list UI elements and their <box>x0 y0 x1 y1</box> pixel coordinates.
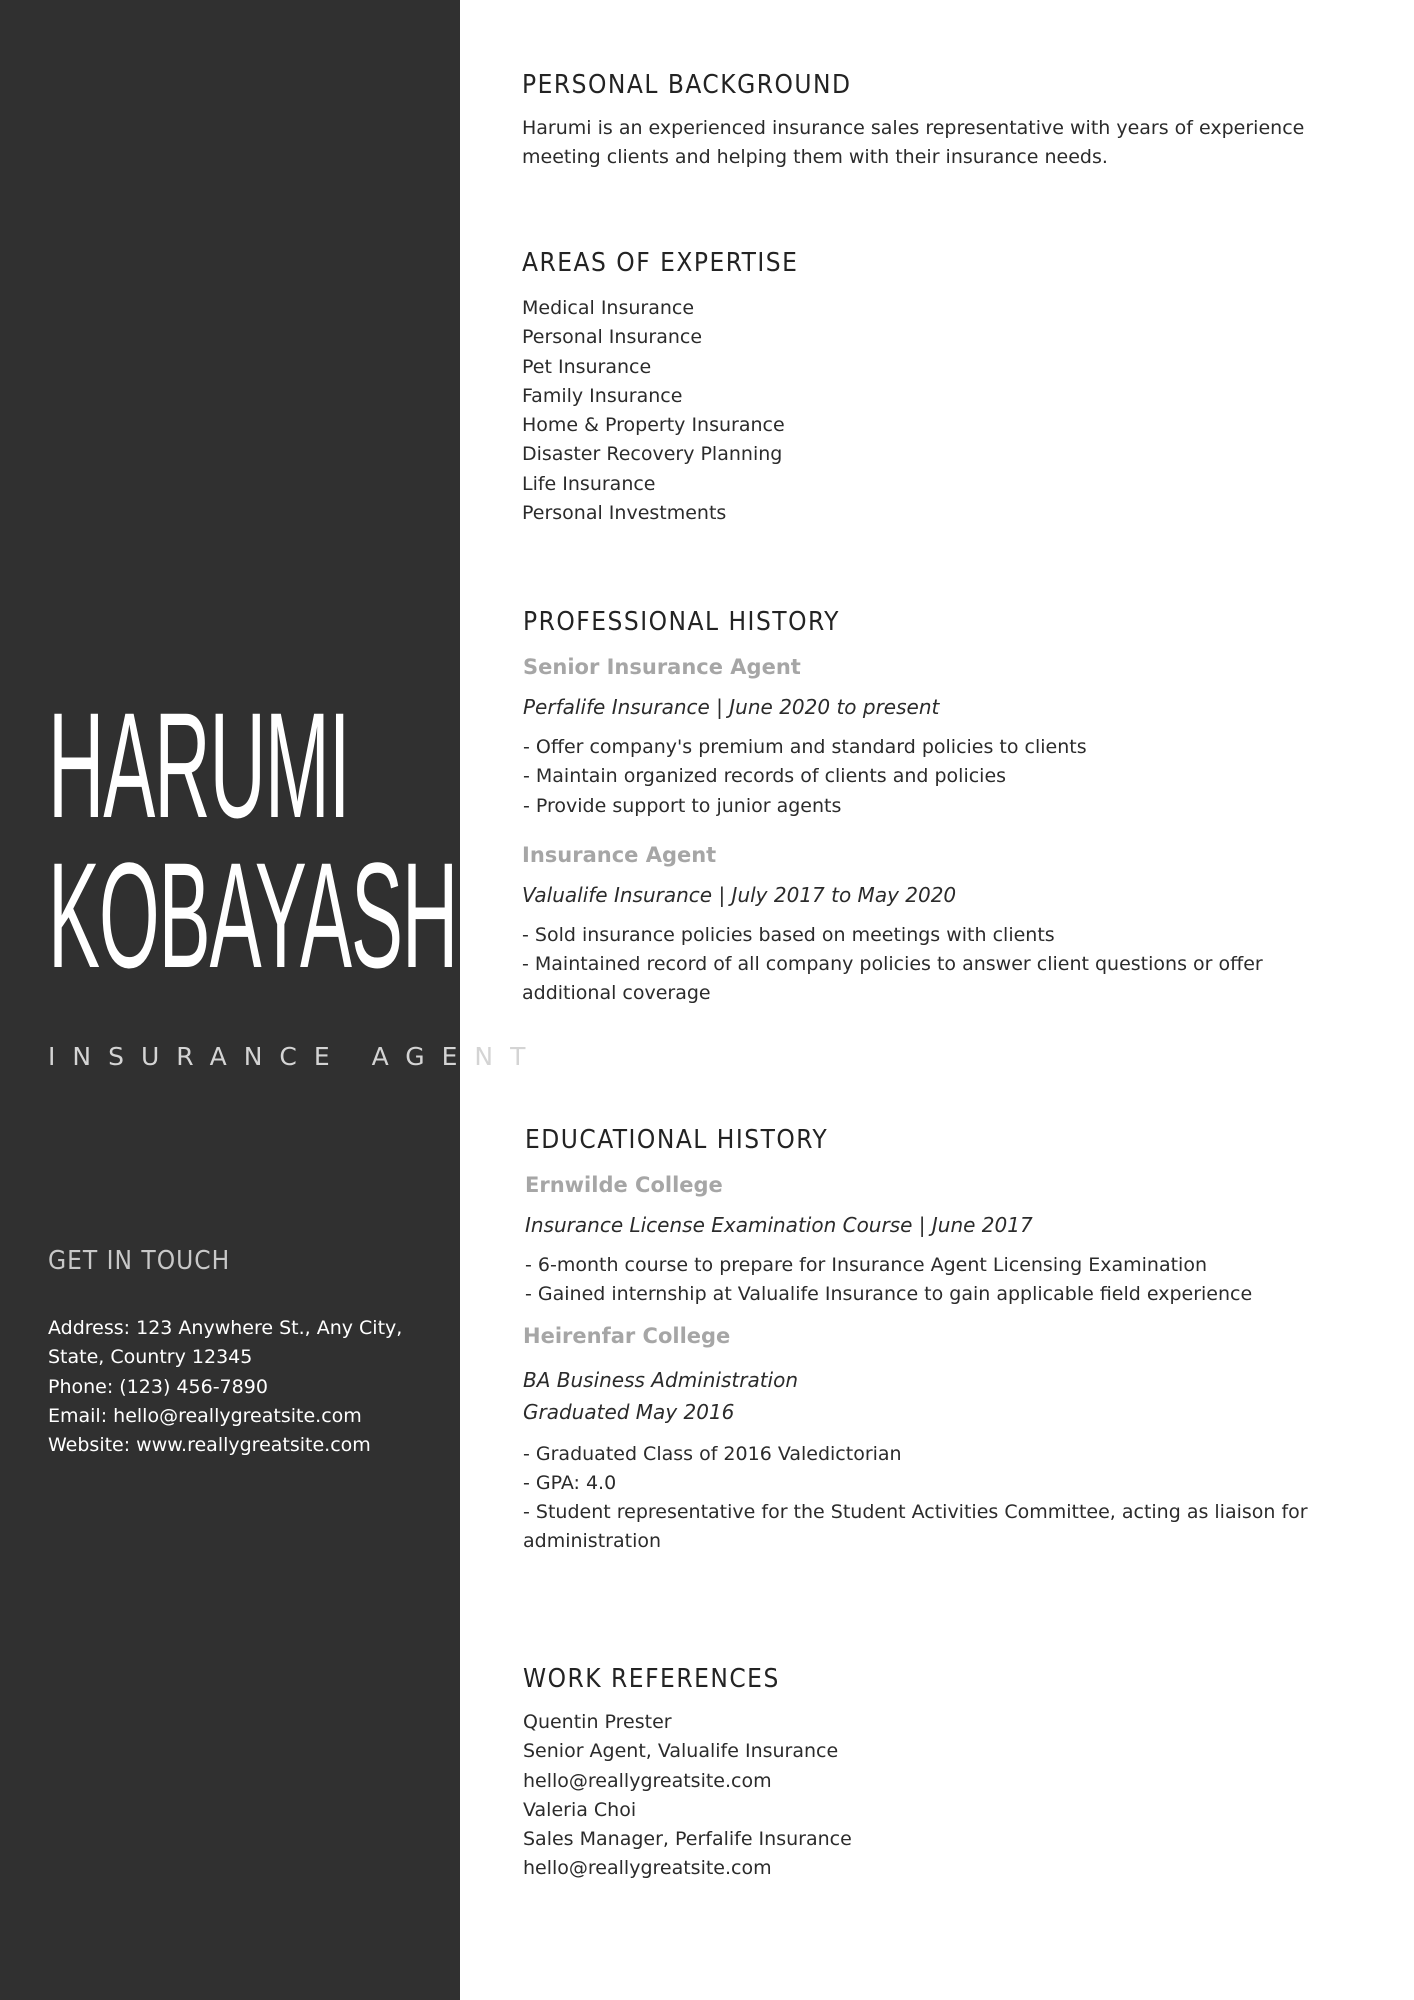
contact-address-line1: Address: 123 Anywhere St., Any City, <box>48 1317 403 1339</box>
section-heading: WORK REFERENCES <box>523 1664 780 1694</box>
list-item: - Offer company's premium and standard policies to clients <box>523 736 1087 758</box>
list-item: - Graduated Class of 2016 Valedictorian <box>523 1442 902 1465</box>
school-entry <box>523 1324 1365 1557</box>
section-educational-history <box>525 1125 1365 1557</box>
school-program: Insurance License Examination Course | June 2017 <box>525 1213 1033 1237</box>
school-details <box>523 1440 1365 1557</box>
school-name: Ernwilde College <box>525 1173 723 1197</box>
reference-line: Quentin Prester <box>523 1711 672 1733</box>
sidebar <box>0 0 543 2000</box>
last-name: KOBAYASHI <box>48 831 478 999</box>
job-duties <box>522 921 1363 1009</box>
reference-line: Valeria Choi <box>523 1798 637 1821</box>
list-item: - GPA: 4.0 <box>523 1471 617 1494</box>
list-item: additional coverage <box>522 982 711 1005</box>
job-title: INSURANCE AGENT <box>48 1042 543 1071</box>
reference-line: Senior Agent, Valualife Insurance <box>523 1740 839 1763</box>
reference-line: hello@reallygreatsite.com <box>523 1857 772 1880</box>
job-entry <box>523 655 1363 821</box>
list-item: - 6-month course to prepare for Insurance Agent Licensing Examination <box>525 1254 1208 1276</box>
list-item: Disaster Recovery Planning <box>522 443 783 466</box>
job-company: Perfalife Insurance | June 2020 to present <box>523 695 940 719</box>
list-item: Pet Insurance <box>522 355 652 378</box>
full-name <box>48 681 478 999</box>
job-company: Valualife Insurance | July 2017 to May 2020 <box>522 882 957 907</box>
contact-details <box>48 1314 448 1460</box>
contact-email: Email: hello@reallygreatsite.com <box>48 1404 362 1427</box>
job-role: Insurance Agent <box>522 842 717 867</box>
list-item: - Sold insurance policies based on meetings with clients <box>522 923 1055 946</box>
background-text: Harumi is an experienced insurance sales representative with years of experience meeting clients and helping them with their insurance needs. <box>522 117 1305 169</box>
first-name: HARUMI <box>48 681 350 849</box>
job-duties <box>523 733 1363 821</box>
school-program-line2: Graduated May 2016 <box>523 1399 735 1424</box>
expertise-list <box>522 294 1362 528</box>
list-item: Personal Investments <box>522 502 727 525</box>
job-entry <box>522 843 1363 1009</box>
contact-phone: Phone: (123) 456-7890 <box>48 1375 268 1398</box>
section-heading: PROFESSIONAL HISTORY <box>523 607 840 637</box>
school-program-line1: BA Business Administration <box>523 1367 799 1392</box>
section-personal-background <box>522 70 1362 173</box>
job-role: Senior Insurance Agent <box>523 655 801 679</box>
reference-line: Sales Manager, Perfalife Insurance <box>523 1828 852 1851</box>
list-item: administration <box>523 1530 662 1553</box>
section-expertise <box>522 248 1362 528</box>
list-item: - Maintained record of all company policies to answer client questions or offer <box>522 953 1263 976</box>
list-item: Medical Insurance <box>522 297 695 319</box>
school-entry <box>525 1173 1365 1310</box>
list-item: - Gained internship at Valualife Insurance to gain applicable field experience <box>525 1283 1253 1306</box>
list-item: - Student representative for the Student Activities Committee, acting as liaison for <box>523 1501 1308 1524</box>
contact-address-line2: State, Country 12345 <box>48 1346 253 1369</box>
list-item: Life Insurance <box>522 472 656 495</box>
list-item: Home & Property Insurance <box>522 414 785 437</box>
list-item: Personal Insurance <box>522 326 703 349</box>
list-item: - Provide support to junior agents <box>523 794 842 817</box>
section-work-references <box>523 1664 1363 1884</box>
section-heading: EDUCATIONAL HISTORY <box>525 1125 829 1155</box>
list-item: Family Insurance <box>522 384 683 407</box>
school-program <box>523 1364 1365 1428</box>
contact-website: Website: www.reallygreatsite.com <box>48 1434 371 1457</box>
section-heading: PERSONAL BACKGROUND <box>522 70 852 100</box>
section-heading: AREAS OF EXPERTISE <box>522 248 799 278</box>
list-item: - Maintain organized records of clients and policies <box>523 765 1007 788</box>
contact-heading: GET IN TOUCH <box>48 1246 231 1276</box>
school-name: Heirenfar College <box>523 1323 731 1348</box>
section-professional-history <box>523 607 1363 1009</box>
school-details <box>525 1251 1365 1310</box>
reference-line: hello@reallygreatsite.com <box>523 1769 772 1792</box>
references-list <box>523 1708 1363 1884</box>
